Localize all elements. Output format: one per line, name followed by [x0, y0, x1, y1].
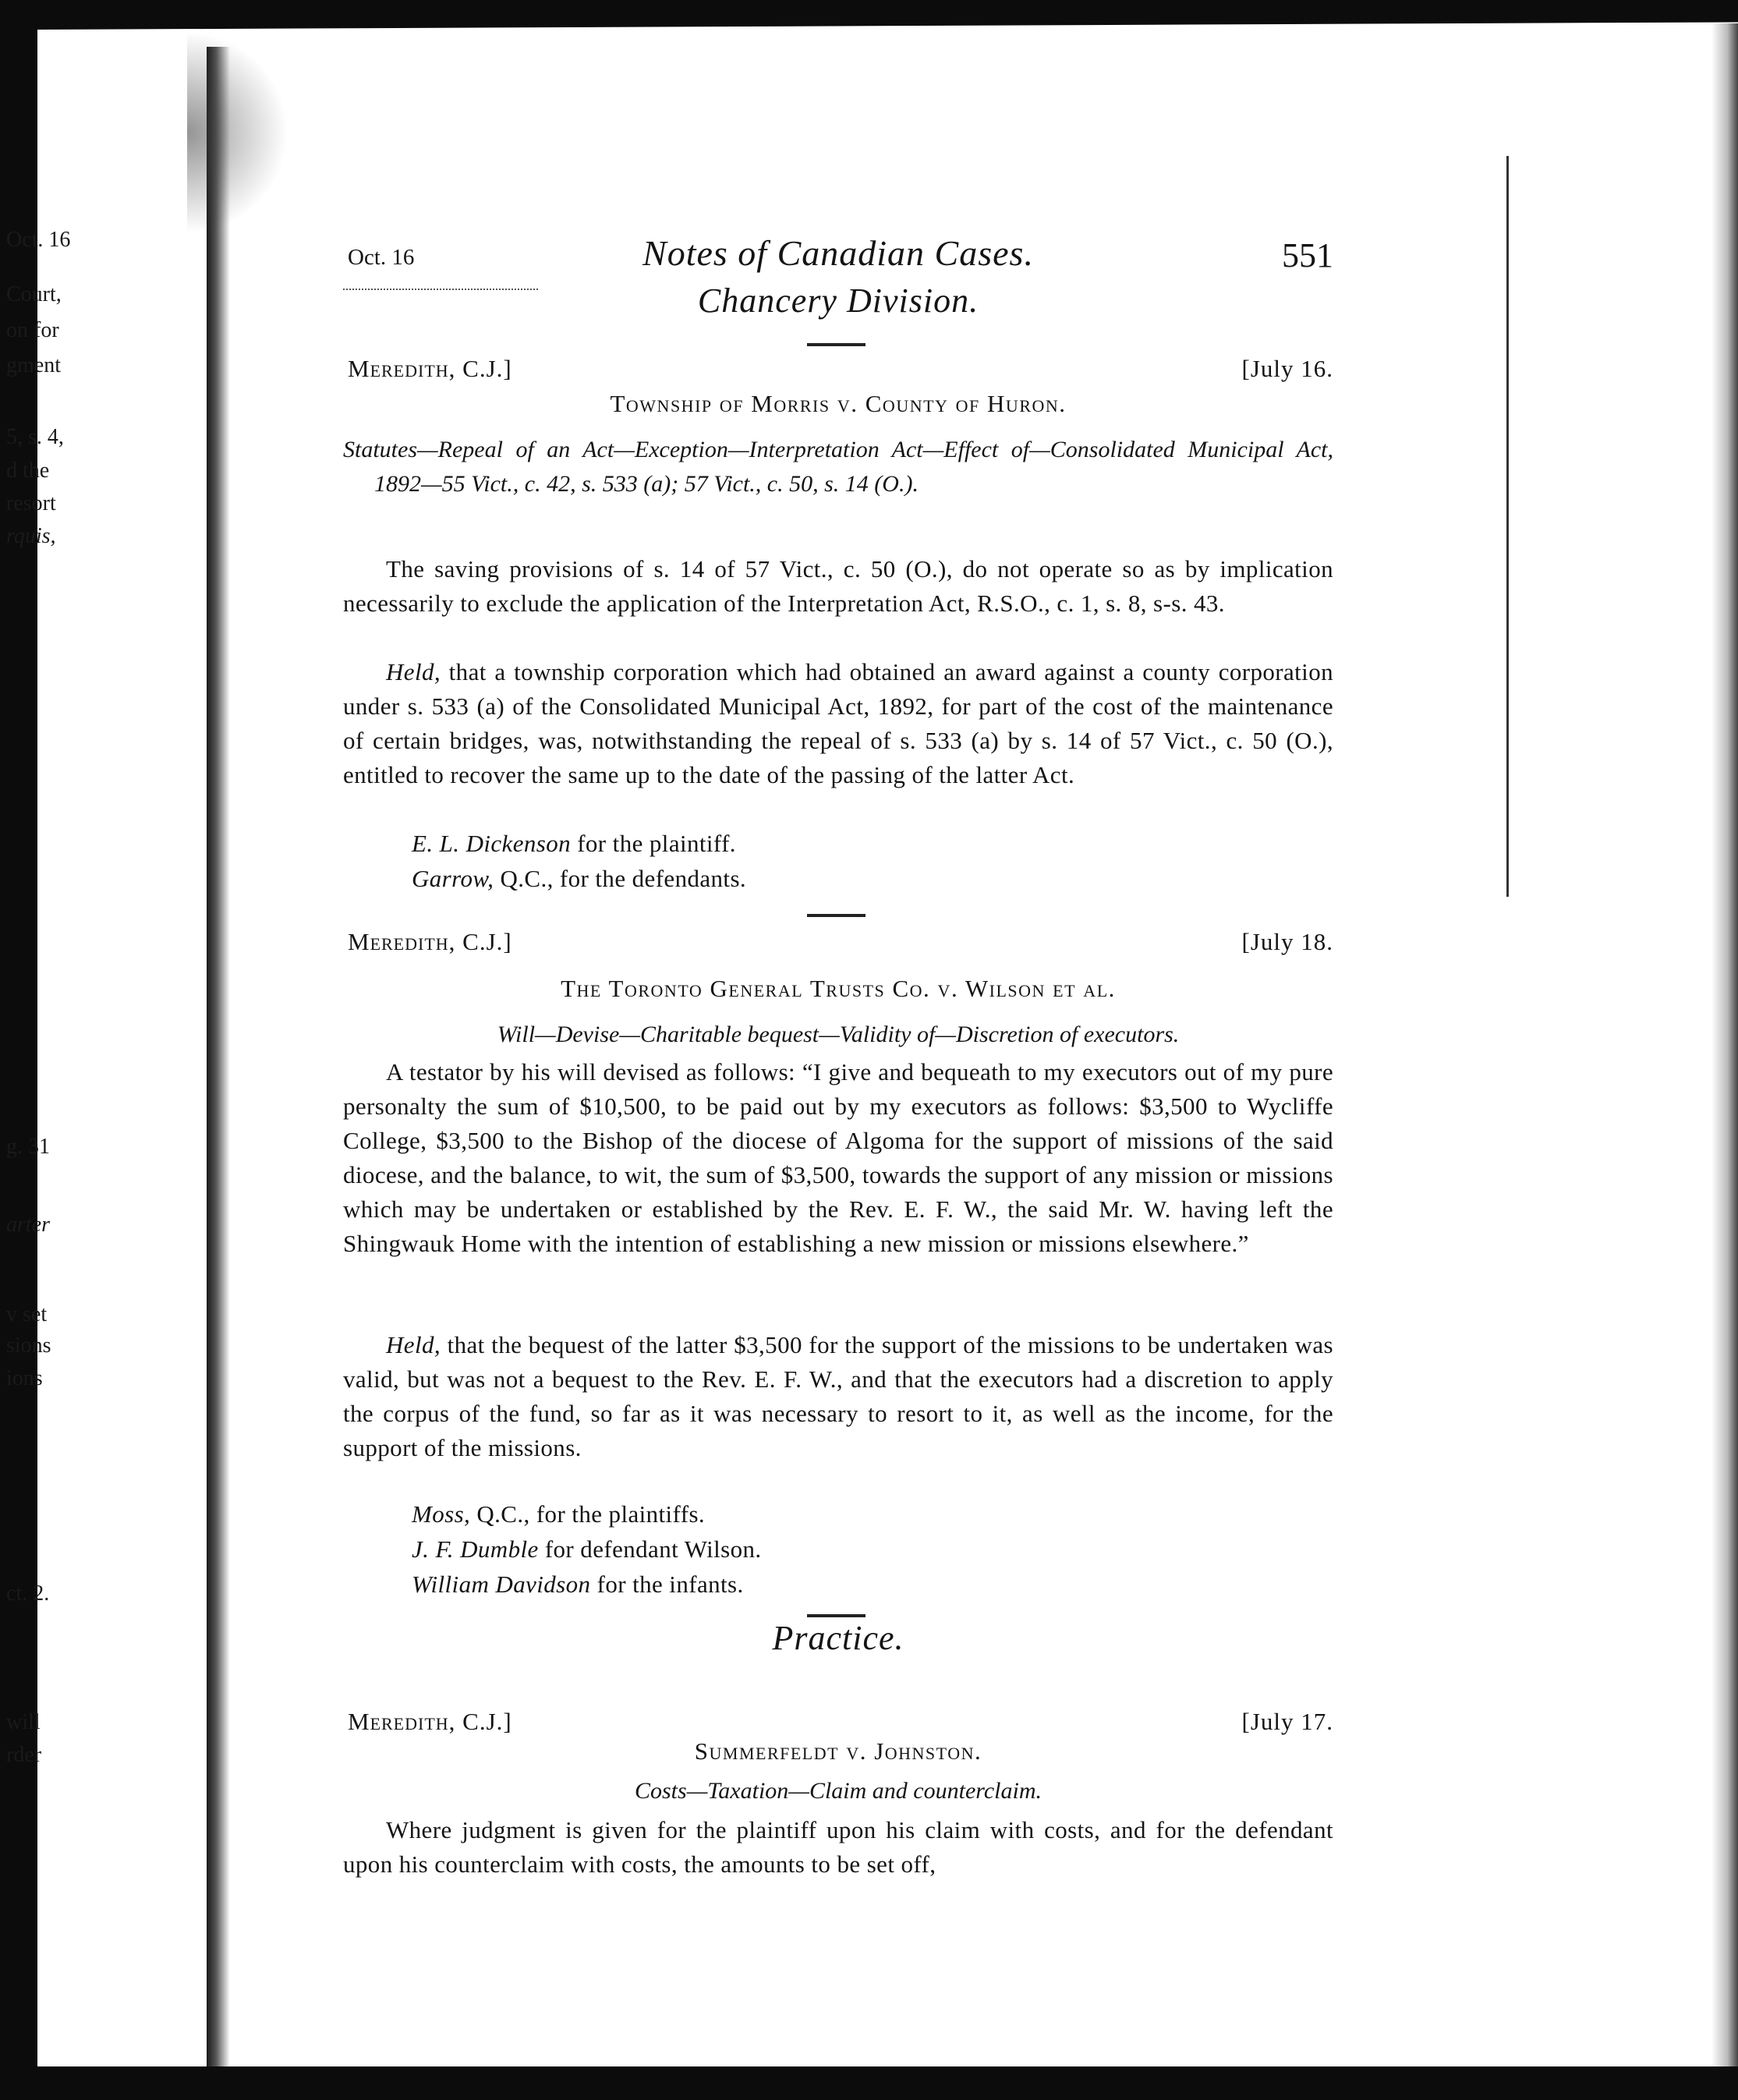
margin-fragment: on for — [6, 318, 59, 342]
case-title: Township of Morris v. County of Huron. — [610, 390, 1067, 417]
held-text: that a township corporation which had obtained an award against a county corporation under s. 533 (a) of the Consolidated Municipal Act, 1892, for part of the cost of the maintenance of certain bridges, was, notwithstanding the repeal of s. 533 (a) by s. 14 of 57 Vict., c. 50 (O.), entitled to recover the same up to the date of the passing of the latter Act. — [343, 658, 1333, 788]
case-date: [July 16. — [1241, 355, 1333, 382]
scan-border-bottom — [31, 2066, 1738, 2100]
counsel-name: E. L. Dickenson — [412, 830, 572, 857]
case-headnote: Statutes—Repeal of an Act—Exception—Interpretation Act—Effect of—Consolidated Municipal Act, 1892—55 Vict., c. 42, s. 533 (a); 57 Vict., c. 50, s. 14 (O.). — [343, 437, 1333, 497]
margin-fragment: rder — [6, 1743, 42, 1767]
book-gutter-shadow — [207, 47, 230, 2066]
section-rule — [807, 343, 865, 346]
scan-border-top — [31, 0, 1738, 30]
held-word: Held, — [386, 658, 441, 685]
margin-fragment: sions — [6, 1333, 51, 1358]
counsel-role: Q.C., for the defendants. — [500, 865, 747, 892]
margin-fragment: Court, — [6, 282, 62, 306]
case-date: [July 18. — [1241, 928, 1333, 955]
margin-fragment: 5, s. 4, — [6, 425, 64, 449]
case-judge: Meredith, C.J.] — [348, 1708, 512, 1735]
header-date: Oct. 16 — [348, 245, 415, 270]
previous-page-fragment — [0, 0, 203, 2100]
case-paragraph: The saving provisions of s. 14 of 57 Vict., c. 50 (O.), do not operate so as by implication necessarily to exclude the application of the Interpretation Act, R.S.O., c. 1, s. 8, s-s. 43. — [343, 555, 1333, 617]
case-held-paragraph — [343, 1328, 1333, 1465]
case-judge: Meredith, C.J.] — [348, 928, 512, 955]
counsel-name: Garrow, — [412, 865, 494, 892]
case-title: The Toronto General Trusts Co. v. Wilson et al. — [561, 975, 1116, 1002]
scan-vertical-line — [1506, 156, 1509, 897]
section-heading-chancery: Chancery Division. — [697, 282, 979, 320]
case-held-paragraph — [343, 655, 1333, 792]
margin-fragment: ions — [6, 1366, 43, 1390]
margin-fragment: gment — [6, 353, 61, 377]
running-header — [343, 218, 1333, 273]
counsel-role: for defendant Wilson. — [544, 1535, 762, 1563]
margin-fragment: Oct. 16 — [6, 228, 71, 252]
counsel-role: Q.C., for the plaintiffs. — [476, 1500, 706, 1528]
counsel-role: for the plaintiff. — [577, 830, 736, 857]
held-word: Held, — [386, 1331, 441, 1358]
case-headnote: Will—Devise—Charitable bequest—Validity of—Discretion of executors. — [497, 1022, 1180, 1047]
case-paragraph: Where judgment is given for the plaintiff upon his claim with costs, and for the defendant upon his counterclaim with costs, the amounts to be set off, — [343, 1816, 1333, 1878]
margin-fragment: rquis, — [6, 524, 56, 548]
counsel-role: for the infants. — [596, 1571, 744, 1598]
counsel-line — [412, 827, 736, 861]
section-rule — [807, 1614, 865, 1617]
held-text: that the bequest of the latter $3,500 for the support of the missions to be undertaken was valid, but was not a bequest to the Rev. E. F. W., and that the executors had a discretion to apply the corpus of the fund, so far as it was necessary to resort to it, as well as the income, for the support of the missions. — [343, 1331, 1334, 1461]
margin-fragment: will — [6, 1710, 41, 1734]
case-paragraph: A testator by his will devised as follows: “I give and bequeath to my executors out of my pure personalty the sum of $10,500, to be paid out by my executors as follows: $3,500 to Wycliffe College, $3,500 to the Bishop of the diocese of Algoma for the support of missions of the said diocese, and the balance, to wit, the sum of $3,500, towards the support of any mission or missions which may be undertaken or established by the Rev. E. F. W., the said Mr. W. having left the Shingwauk Home with the intention of establishing a new mission or missions elsewhere.” — [343, 1058, 1333, 1257]
page-right-edge-shadow — [1711, 23, 1738, 2066]
case-headnote: Costs—Taxation—Claim and counterclaim. — [635, 1778, 1042, 1804]
margin-fragment: arter — [6, 1213, 50, 1237]
margin-fragment: ct. 2. — [6, 1581, 50, 1606]
counsel-name: William Davidson — [412, 1571, 591, 1598]
counsel-line — [412, 862, 746, 896]
margin-fragment: d the — [6, 459, 50, 483]
case-date: [July 17. — [1241, 1708, 1333, 1735]
margin-fragment: g. 31 — [6, 1135, 50, 1159]
case-title: Summerfeldt v. Johnston. — [694, 1737, 982, 1765]
margin-fragment: resort — [6, 491, 56, 515]
page-number: 551 — [1282, 236, 1333, 274]
counsel-name: Moss, — [412, 1500, 471, 1528]
header-title: Notes of Canadian Cases. — [642, 233, 1034, 273]
counsel-line — [412, 1497, 705, 1532]
case-rule — [807, 914, 865, 917]
section-heading-practice: Practice. — [772, 1619, 904, 1657]
case-judge: Meredith, C.J.] — [348, 355, 512, 382]
counsel-line — [412, 1532, 762, 1567]
margin-fragment: v set — [6, 1302, 48, 1326]
counsel-name: J. F. Dumble — [412, 1535, 539, 1563]
counsel-line — [412, 1567, 744, 1602]
